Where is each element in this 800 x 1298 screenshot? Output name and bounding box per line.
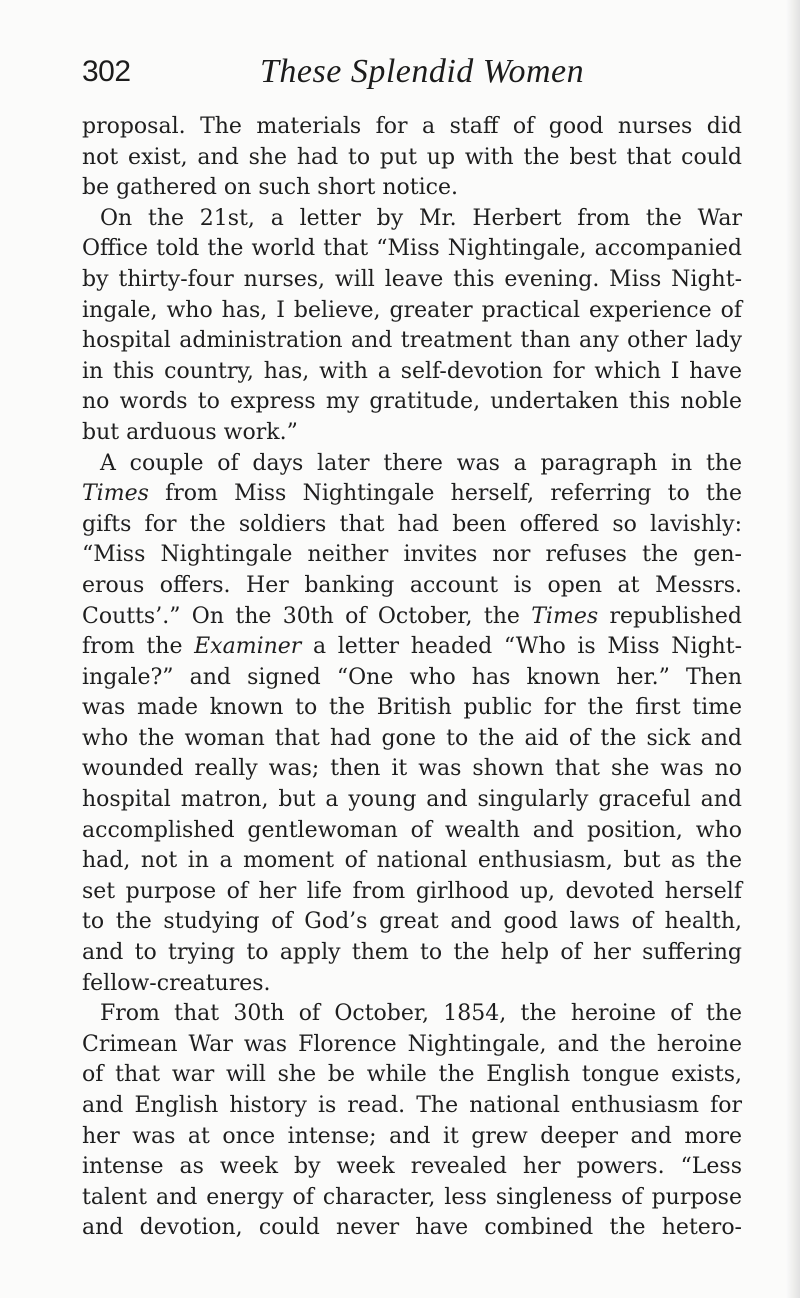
text-line: intense as week by week revealed her powers. “Less	[82, 1154, 742, 1180]
page-edge-shadow	[786, 0, 800, 1298]
text-line: to the studying of God’s great and good laws of health,	[82, 909, 742, 935]
text-line: proposal. The materials for a staff of good nurses did	[82, 114, 742, 139]
text-line: accomplished gentlewoman of wealth and position, who	[82, 817, 742, 843]
text-line: Office told the world that “Miss Nightingale, accompanied	[82, 236, 742, 262]
text-line: wounded really was; then it was shown that she was no	[82, 756, 742, 782]
text-line: hospital administration and treatment than any other lady	[82, 328, 742, 354]
text-line: and devotion, could never have combined the hetero-	[82, 1215, 742, 1241]
text-line: be gathered on such short notice.	[82, 175, 458, 201]
text-line: gifts for the soldiers that had been offered so lavishly:	[82, 511, 742, 537]
text-line: her was at once intense; and it grew deeper and more	[82, 1123, 742, 1149]
text-line: fellow-creatures.	[82, 970, 271, 996]
text-line: hospital matron, but a young and singularly graceful and	[82, 787, 742, 813]
text-line: and to trying to apply them to the help of her suffering	[82, 940, 742, 966]
text-line: “Miss Nightingale neither invites nor refuses the gen-	[82, 542, 742, 568]
text-line: who the woman that had gone to the aid of the sick and	[82, 725, 742, 751]
text-line: no words to express my gratitude, undertaken this noble	[82, 389, 742, 415]
text-line: On the 21st, a letter by Mr. Herbert from the War	[100, 205, 742, 231]
text-line: erous offers. Her banking account is open at Messrs.	[82, 572, 742, 598]
text-line: set purpose of her life from girlhood up, devoted herself	[82, 878, 742, 904]
text-line: A couple of days later there was a paragraph in the	[100, 450, 742, 476]
page-number: 302	[82, 55, 131, 88]
text-line: ingale, who has, I believe, greater practical experience of	[82, 297, 742, 323]
text-line: was made known to the British public for the first time	[82, 695, 742, 721]
text-line: in this country, has, with a self-devotion for which I have	[82, 358, 742, 384]
text-line: Coutts’.” On the 30th of October, the Times republished	[82, 603, 743, 629]
text-line: not exist, and she had to put up with the best that could	[82, 144, 742, 170]
text-line: From that 30th of October, 1854, the heroine of the	[100, 1001, 742, 1027]
text-line: from the Examiner a letter headed “Who is Miss Night-	[82, 634, 743, 660]
running-header	[82, 52, 742, 102]
text-line: ingale?” and signed “One who has known her.” Then	[82, 664, 742, 690]
text-line: talent and energy of character, less singleness of purpose	[82, 1184, 742, 1210]
text-line: Times from Miss Nightingale herself, referring to the	[82, 481, 742, 507]
text-line: Crimean War was Florence Nightingale, and the heroine	[82, 1031, 742, 1057]
text-line: had, not in a moment of national enthusiasm, but as the	[82, 848, 742, 874]
text-line: but arduous work.”	[82, 419, 298, 445]
text-line: of that war will she be while the English tongue exists,	[82, 1062, 742, 1088]
body-text	[82, 112, 742, 1244]
text-line: and English history is read. The national enthusiasm for	[82, 1093, 742, 1118]
running-title: These Splendid Women	[260, 53, 585, 90]
text-line: by thirty-four nurses, will leave this evening. Miss Night-	[82, 266, 742, 292]
